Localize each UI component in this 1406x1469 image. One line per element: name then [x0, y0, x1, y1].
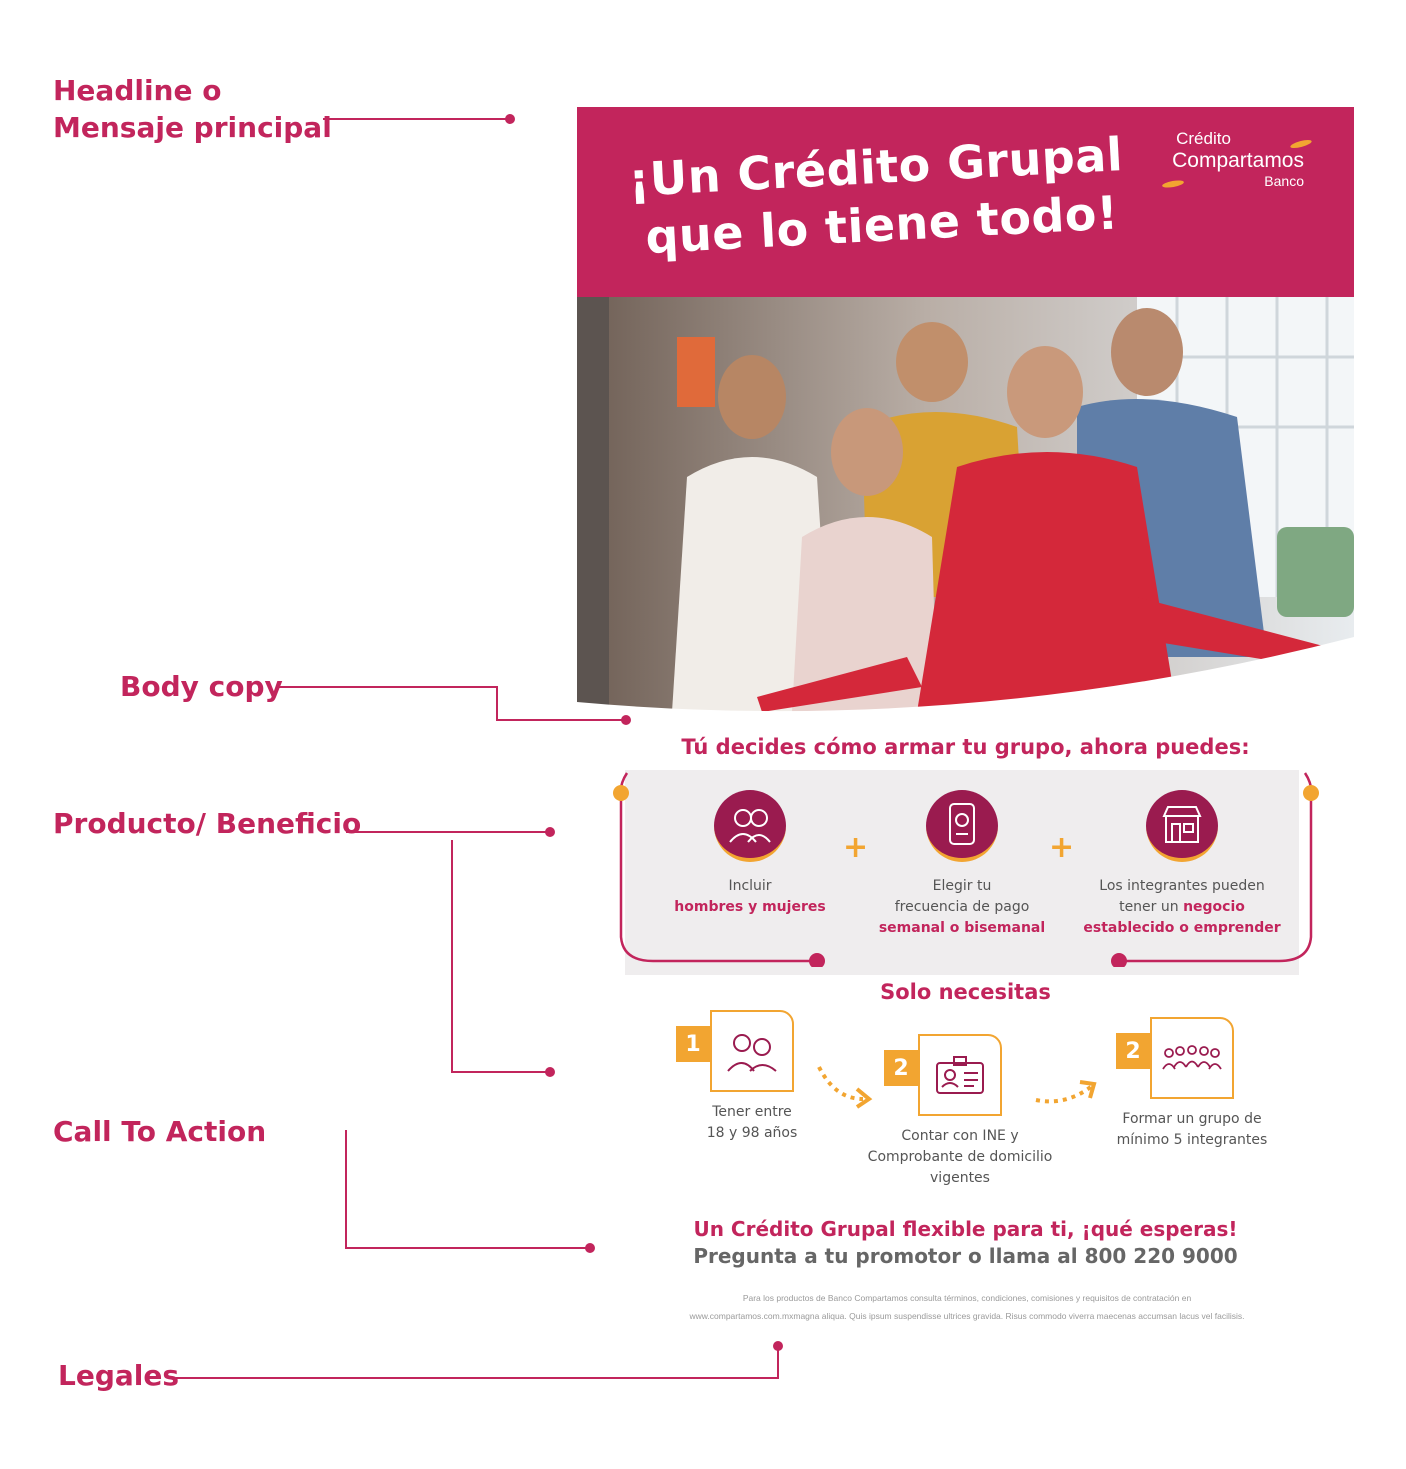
requirement-icon-box — [685, 1010, 794, 1092]
plus-icon: + — [1049, 830, 1075, 865]
logo-line-2: Compartamos — [1172, 149, 1304, 172]
headline — [627, 125, 1127, 267]
requirement-text: Formar un grupo de mínimo 5 integrantes — [1116, 1111, 1268, 1148]
requirement-number: 1 — [676, 1026, 710, 1062]
legal-text — [637, 1289, 1297, 1325]
plus-icon: + — [843, 830, 869, 865]
requirement-text: Tener entre 18 y 98 años — [706, 1104, 798, 1141]
arrow-icon — [1032, 1072, 1102, 1112]
logo-line-1: Crédito — [1176, 129, 1231, 148]
benefit-highlight: semanal o bisemanal — [878, 920, 1046, 936]
requirement-icon-box — [893, 1034, 1002, 1116]
benefit-text: Incluir — [728, 878, 772, 894]
requirements-title: Solo necesitas — [880, 980, 1051, 1004]
requirement-item — [860, 1034, 1060, 1189]
requirement-item — [677, 1010, 827, 1144]
cta-headline: Un Crédito Grupal flexible para ti, ¡qué esperas! — [693, 1217, 1238, 1241]
intro-text: Tú decides cómo armar tu grupo, ahora puedes: — [681, 735, 1250, 759]
id-card-icon — [934, 1055, 986, 1095]
requirement-icon-box — [1125, 1017, 1234, 1099]
headline-line-1: ¡Un Crédito Grupal — [627, 127, 1125, 207]
benefit-highlight: hombres y mujeres — [674, 899, 826, 915]
brand-logo — [1172, 129, 1304, 189]
logo-line-3: Banco — [1264, 173, 1304, 189]
requirement-number: 2 — [1116, 1033, 1150, 1069]
benefit-highlight: establecido o emprender — [1083, 920, 1281, 936]
requirement-text: Contar con INE y Comprobante de domicilio vigentes — [867, 1128, 1053, 1186]
legal-line-1: Para los productos de Banco Compartamos consulta términos, condiciones, comisiones y requisitos de contratación en — [742, 1293, 1192, 1303]
annotation-call-to-action: Call To Action — [53, 1115, 267, 1148]
cta-phone: Pregunta a tu promotor o llama al 800 220 9000 — [693, 1244, 1238, 1268]
people-age-icon — [724, 1029, 780, 1073]
group-icon — [1161, 1043, 1223, 1073]
benefits-frame — [613, 767, 1319, 967]
legal-line-2: www.compartamos.com.mxmagna aliqua. Quis ipsum suspendisse ultrices gravida. Risus commodo viverra maecenas accumsan lacus vel facilisis. — [689, 1311, 1245, 1321]
annotation-body-copy: Body copy — [120, 670, 283, 703]
benefit-text: Los integrantes pueden tener un — [1099, 878, 1265, 915]
benefit-highlight-inline: negocio — [1183, 899, 1245, 915]
poster — [577, 107, 1354, 1347]
requirement-item — [1107, 1017, 1277, 1151]
arrow-icon — [815, 1059, 875, 1109]
group-photo — [577, 297, 1354, 712]
requirement-number: 2 — [884, 1050, 918, 1086]
benefit-text: Elegir tu frecuencia de pago — [894, 878, 1030, 915]
poster-header — [577, 107, 1354, 305]
headline-line-2: que lo tiene todo! — [644, 185, 1120, 265]
annotation-legales: Legales — [58, 1359, 180, 1392]
annotation-producto-beneficio: Producto/ Beneficio — [53, 807, 362, 840]
annotation-headline: Headline o Mensaje principal — [53, 74, 332, 144]
